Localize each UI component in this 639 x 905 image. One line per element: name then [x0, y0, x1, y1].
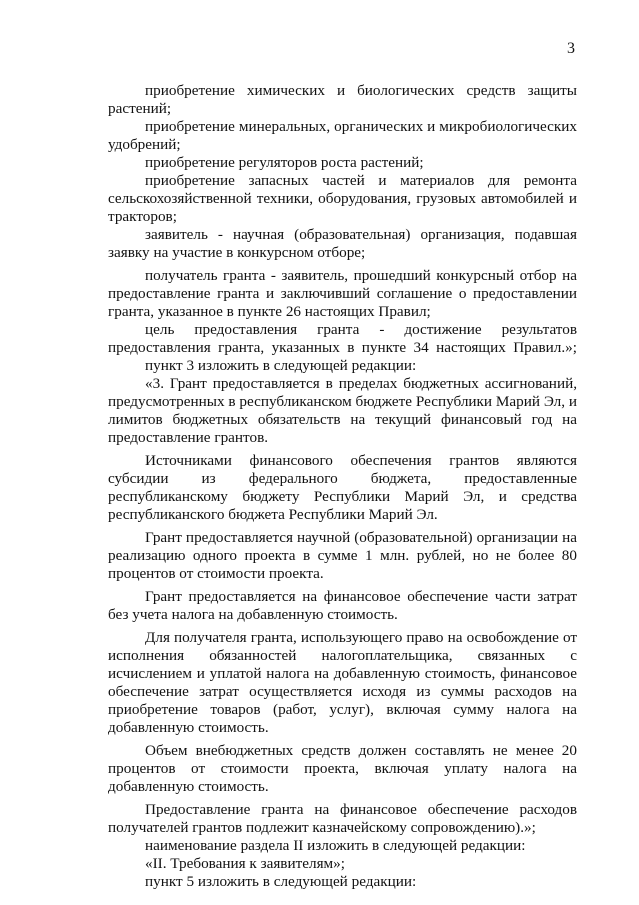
paragraph-16: наименование раздела II изложить в следующей редакции:: [145, 837, 526, 854]
paragraph-7: цель предоставления гранта - достижение результатов предоставления гранта, указанных в пункте 34 настоящих Правил.»;: [108, 321, 577, 356]
page-number: 3: [567, 40, 575, 57]
paragraph-11: Грант предоставляется научной (образовательной) организации на реализацию одного проекта в сумме 1 млн. рублей, но не более 80 процентов от стоимости проекта.: [108, 529, 577, 582]
paragraph-13: Для получателя гранта, использующего право на освобождение от исполнения обязанностей налогоплательщика, связанных с исчислением и уплатой налога на добавленную стоимость, финансовое обеспечение затрат осуществляется исходя из суммы расходов на приобретение товаров (работ, услуг), включая сумму налога на добавленную стоимость.: [108, 629, 577, 736]
paragraph-4: приобретение запасных частей и материалов для ремонта сельскохозяйственной техники, оборудования, грузовых автомобилей и тракторов;: [108, 172, 577, 225]
paragraph-17: «II. Требования к заявителям»;: [145, 855, 345, 872]
paragraph-18: пункт 5 изложить в следующей редакции:: [145, 873, 417, 890]
paragraph-12: Грант предоставляется на финансовое обеспечение части затрат без учета налога на добавленную стоимость.: [108, 588, 577, 623]
paragraph-6: получатель гранта - заявитель, прошедший конкурсный отбор на предоставление гранта и заключивший соглашение о предоставлении гранта, указанное в пункте 26 настоящих Правил;: [108, 267, 577, 320]
paragraph-14: Объем внебюджетных средств должен составлять не менее 20 процентов от стоимости проекта, включая уплату налога на добавленную стоимость.: [108, 742, 577, 795]
document-body: [108, 82, 577, 891]
paragraph-9: «3. Грант предоставляется в пределах бюджетных ассигнований, предусмотренных в республиканском бюджете Республики Марий Эл, и лимитов бюджетных обязательств на текущий финансовый год на предоставление грантов.: [108, 375, 577, 446]
paragraph-3: приобретение регуляторов роста растений;: [145, 154, 424, 171]
paragraph-1: приобретение химических и биологических средств защиты растений;: [108, 82, 577, 117]
paragraph-5: заявитель - научная (образовательная) организация, подавшая заявку на участие в конкурсном отборе;: [108, 226, 577, 261]
paragraph-10: Источниками финансового обеспечения грантов являются субсидии из федерального бюджета, предоставленные республиканскому бюджету Республики Марий Эл, и средства республиканского бюджета Республики Марий Эл.: [108, 452, 577, 523]
paragraph-15: Предоставление гранта на финансовое обеспечение расходов получателей грантов подлежит казначейскому сопровождению).»;: [108, 801, 577, 836]
paragraph-2: приобретение минеральных, органических и микробиологических удобрений;: [108, 118, 577, 153]
paragraph-8: пункт 3 изложить в следующей редакции:: [145, 357, 417, 374]
